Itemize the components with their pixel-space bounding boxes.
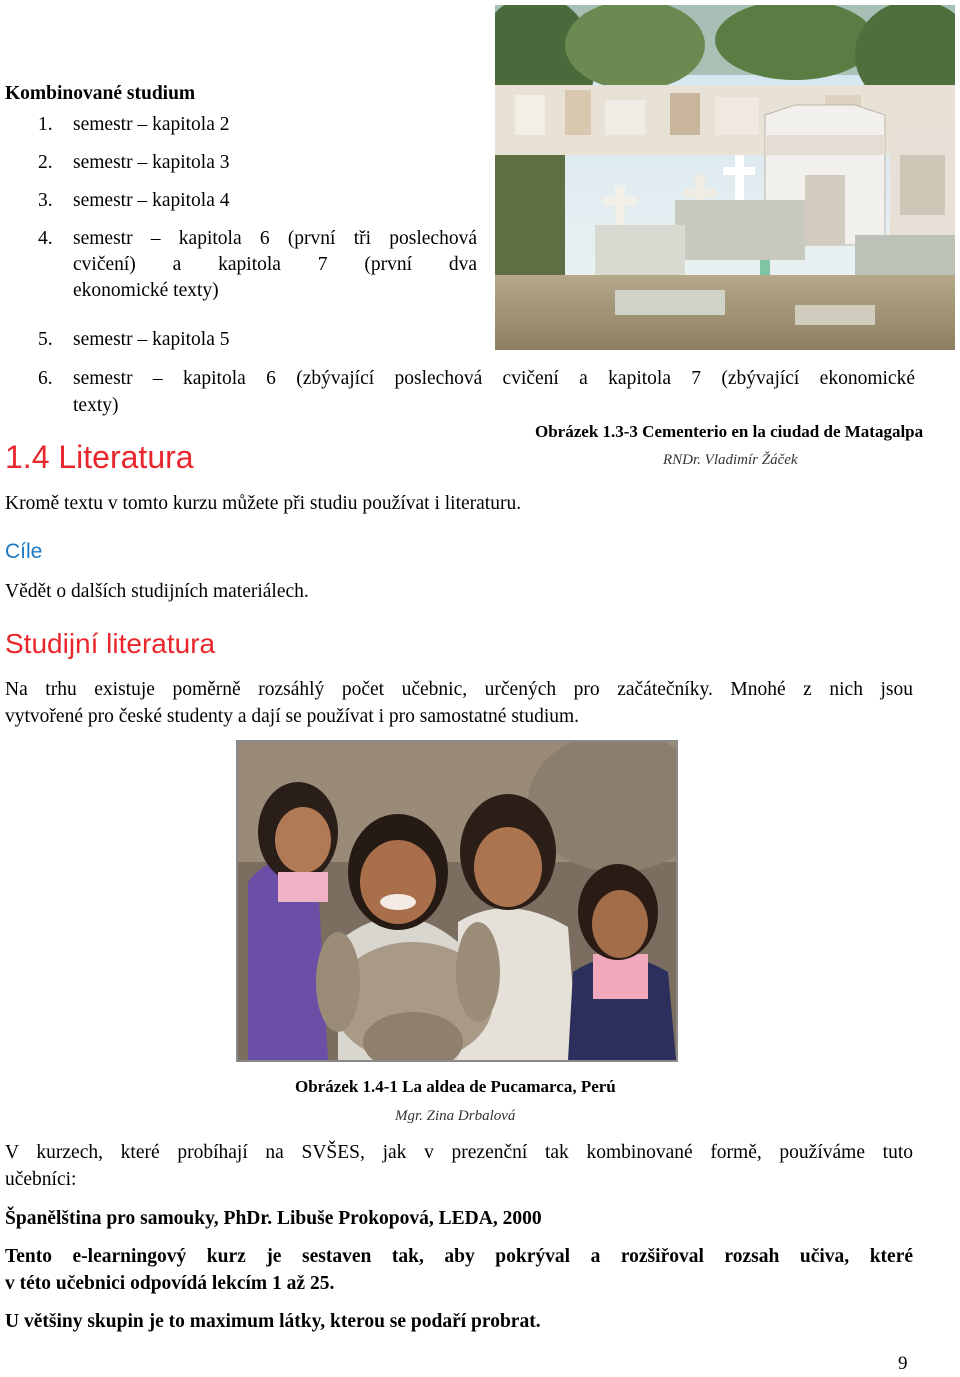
children-photo <box>236 740 678 1062</box>
figure-caption: Obrázek 1.4-1 La aldea de Pucamarca, Perú <box>295 1077 616 1096</box>
figure-caption: Obrázek 1.3-3 Cementerio en la ciudad de Matagalpa <box>535 422 924 441</box>
semester-list <box>0 112 480 326</box>
section-heading-kombinovane: Kombinované studium <box>5 83 196 104</box>
goals-text: Vědět o dalších studijních materiálech. <box>5 581 309 602</box>
closing-paragraph-line2: učebníci: <box>5 1169 77 1190</box>
literature-paragraph-line2: vytvořené pro české studenty a dají se používat i pro samostatné studium. <box>5 706 580 727</box>
list-item: 3. semestr – kapitola 4 <box>38 190 230 211</box>
course-note-2: U většiny skupin je to maximum látky, kterou se podaří probrat. <box>5 1311 541 1332</box>
page-number: 9 <box>898 1353 908 1374</box>
literature-paragraph: Na trhu existuje poměrně rozsáhlý počet učebnic, určených pro začátečníky. Mnohé z nich jsou <box>5 679 913 700</box>
figure-credit: Mgr. Zina Drbalová <box>395 1108 516 1124</box>
textbook-reference: Španělština pro samouky, PhDr. Libuše Prokopová, LEDA, 2000 <box>5 1208 542 1229</box>
literature-heading: Studijní literatura <box>5 628 216 659</box>
course-note: Tento e-learningový kurz je sestaven tak, aby pokrýval a rozšiřoval rozsah učiva, které <box>5 1246 913 1267</box>
cemetery-illustration <box>495 5 955 350</box>
list-item: 1. semestr – kapitola 2 <box>38 114 230 135</box>
list-item: 5. semestr – kapitola 5 <box>38 329 230 350</box>
list-item: 4. semestr – kapitola 6 (první tři poslechová cvičení) a kapitola 7 (první dva ekonomické texty) <box>38 228 477 301</box>
list-item: 2. semestr – kapitola 3 <box>38 152 230 173</box>
goals-heading: Cíle <box>5 540 43 563</box>
intro-text: Kromě textu v tomto kurzu můžete při studiu používat i literaturu. <box>5 493 522 514</box>
children-illustration <box>238 742 676 1060</box>
cemetery-photo <box>495 5 955 350</box>
figure-credit: RNDr. Vladimír Žáček <box>663 452 798 468</box>
section-title: 1.4 Literatura <box>5 439 194 475</box>
course-note-line2: v této učebnici odpovídá lekcím 1 až 25. <box>5 1273 335 1294</box>
closing-paragraph: V kurzech, které probíhají na SVŠES, jak v prezenční tak kombinované formě, používáme tuto <box>5 1142 913 1163</box>
list-item: 6. semestr – kapitola 6 (zbývající poslechová cvičení a kapitola 7 (zbývající ekonomické texty) <box>38 368 915 416</box>
